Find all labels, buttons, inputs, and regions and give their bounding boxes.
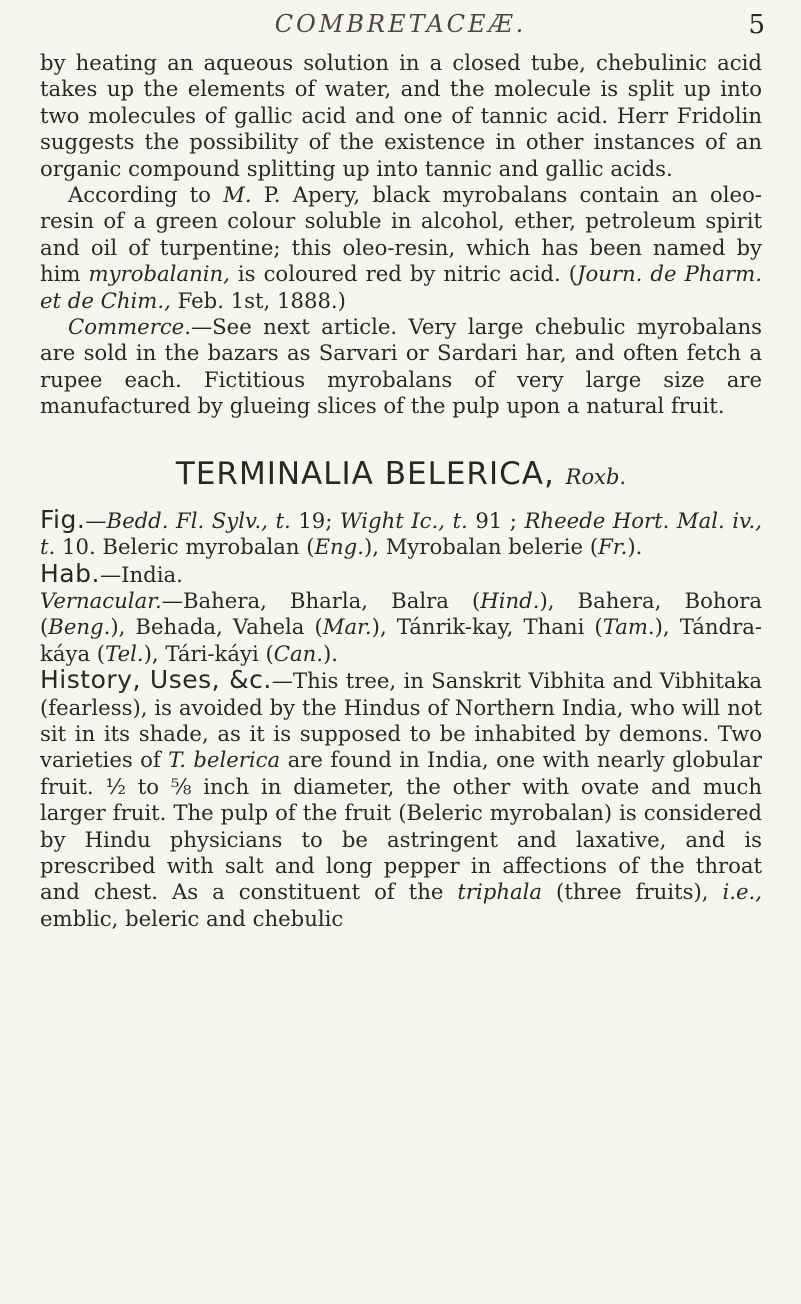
running-head (0, 10, 801, 44)
text-run: Feb. 1st, 1888.) (170, 287, 346, 313)
text-run: (three fruits), (542, 879, 723, 905)
text-run: P. Apery, black myrobalans contain an oleo-resin of a green colour soluble in alcohol, ether, petroleum spirit and oil of turpentine; this oleo-resin, which has been named by him (40, 182, 762, 287)
paragraph-text: by heating an aqueous solution in a closed tube, chebulinic acid takes up the elements of water, and the molecule is split up into two molecules of gallic acid and one of tannic acid. Herr Fridolin suggests the possibility of the existence in other instances of an organic compound splitting up into tannic and gallic acids. (40, 50, 762, 181)
habitat-line (40, 558, 762, 588)
species-author: Roxb. (565, 464, 627, 489)
text-run: 19; (290, 507, 340, 533)
abbreviation-ie: i.e., (722, 879, 762, 905)
language-telugu: Tel. (105, 640, 144, 666)
text-run: emblic, beleric and chebulic (40, 905, 344, 931)
reference-wight: Wight Ic., t. (339, 507, 468, 533)
history-label: History, Uses, &c. (40, 665, 272, 695)
text-run: is coloured red by nitric acid. ( (229, 261, 577, 287)
language-tamil: Tam. (602, 614, 655, 640)
text-run: 10. Beleric myrobalan ( (55, 534, 315, 560)
hab-text: —India. (99, 561, 183, 587)
page-number: 5 (748, 10, 765, 40)
text-run: —This tree, in Sanskrit Vibhita and Vibhitaka (fearless), is avoided by the Hindus of Northern India, who will not sit in its shade, as it is supposed to be inhabited by demons. Two varieties of (40, 668, 762, 773)
species-name: T. belerica (168, 747, 281, 773)
text-block (40, 50, 762, 932)
history-uses (40, 667, 762, 932)
language-english: Eng. (314, 534, 364, 560)
language-marathi: Mar. (322, 614, 372, 640)
text-run: ), Tári-káyi ( (143, 640, 274, 666)
species-title: TERMINALIA BELERICA, (175, 455, 555, 492)
hab-label: Hab. (40, 558, 100, 588)
author-initial: M. (223, 182, 252, 208)
text-run: 91 ; (467, 507, 525, 533)
term-myrobalanin: myrobalanin, (88, 261, 230, 287)
text-run: According to (68, 182, 224, 208)
text-run: ), Tándra-káya ( (40, 614, 762, 666)
figure-references (40, 504, 762, 561)
commerce-text: —See next article. Very large chebulic myrobalans are sold in the bazars as Sarvari or Sardari har, and often fetch a rupee each. Fictitious myrobalans of very large size are manufactured by glueing slices of the pulp upon a natural fruit. (40, 314, 762, 419)
text-run: ), Tánrik-kay, Thani ( (371, 614, 603, 640)
text-run: ). (323, 640, 339, 666)
commerce-label: Commerce. (68, 314, 191, 340)
vernacular-names (40, 588, 762, 667)
reference-beddome: Bedd. Fl. Sylv., t. (106, 507, 291, 533)
language-canarese: Can. (273, 640, 323, 666)
text-run: ). (627, 534, 643, 560)
language-bengali: Beng. (48, 614, 111, 640)
text-run: ), Myrobalan belerie ( (363, 534, 599, 560)
paragraph-commerce (40, 314, 762, 420)
language-hindi: Hind. (480, 587, 540, 613)
language-french: Fr. (598, 534, 628, 560)
paragraph-apery (40, 182, 762, 314)
running-title: COMBRETACEÆ. (274, 10, 527, 38)
text-run: ), Bahera, Bohora ( (40, 587, 762, 640)
journal-reference: Journ. de Pharm. et de Chim., (40, 261, 762, 313)
term-triphala: triphala (457, 879, 543, 905)
species-heading (40, 456, 762, 495)
paragraph-chebulinic-acid (40, 50, 762, 182)
reference-rheede: Rheede Hort. Mal. iv., t. (40, 507, 762, 560)
text-run: — (85, 507, 107, 533)
fig-label: Fig. (40, 504, 86, 534)
text-run: ), Behada, Vahela ( (110, 614, 323, 640)
text-run: are found in India, one with nearly globular fruit. ½ to ⅝ inch in diameter, the other with ovate and much larger fruit. The pulp of the fruit (Beleric myrobalan) is considered by Hindu physicians to be astringent and laxative, and is prescribed with salt and long pepper in affections of the throat and chest. As a constituent of the (40, 747, 762, 905)
vernacular-label: Vernacular. (40, 587, 162, 613)
text-run: —Bahera, Bharla, Balra ( (161, 587, 481, 613)
